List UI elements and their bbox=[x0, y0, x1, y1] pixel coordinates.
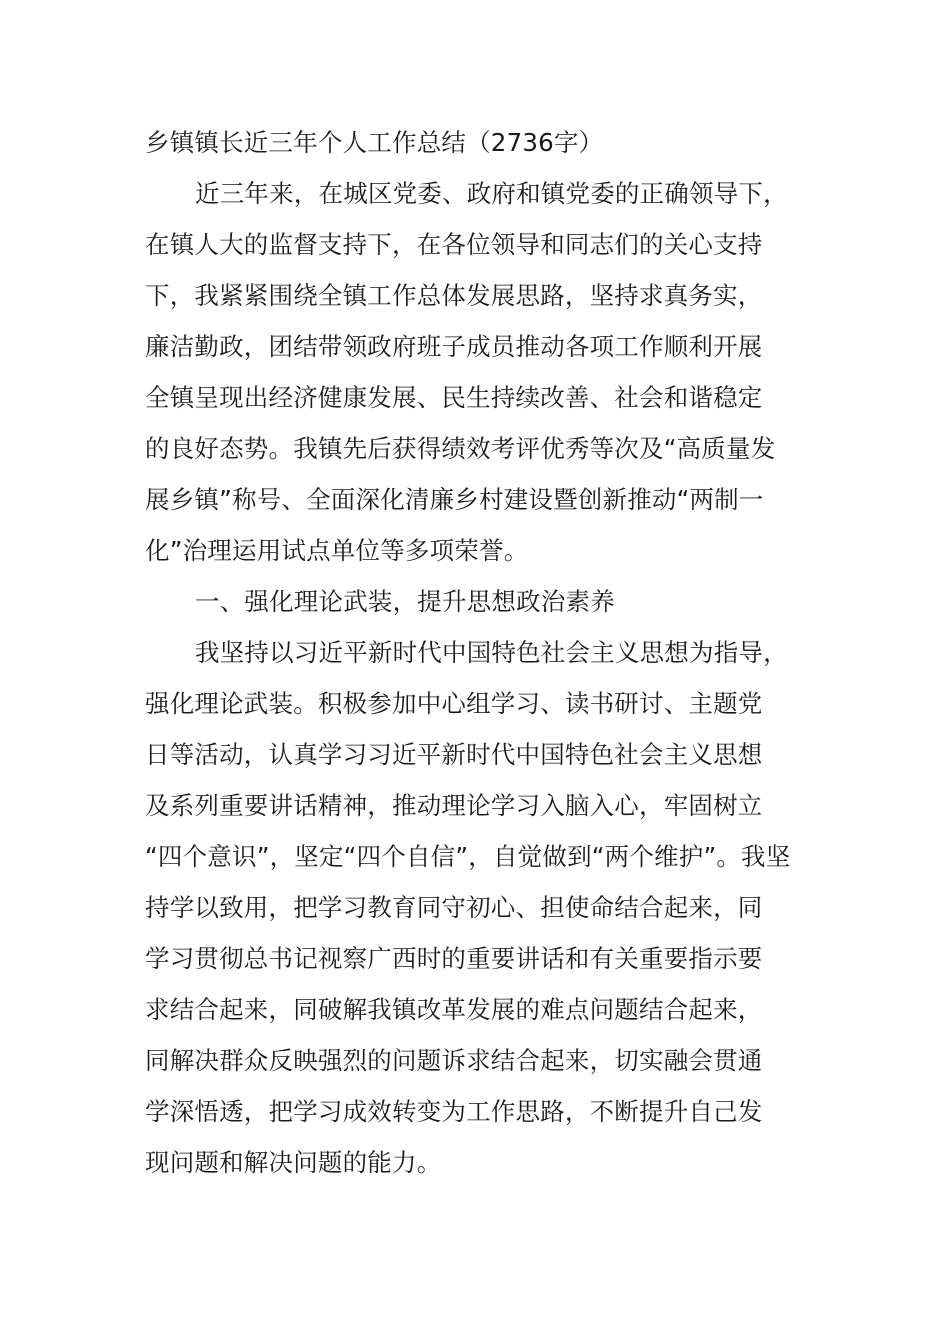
text-line: 展乡镇”称号、全面深化清廉乡村建设暨创新推动“两制一 bbox=[145, 485, 764, 514]
text-line: 强化理论武装。积极参加中心组学习、读书研讨、主题党 bbox=[145, 689, 763, 718]
text-line: 求结合起来，同破解我镇改革发展的难点问题结合起来， bbox=[145, 995, 763, 1024]
text-line: 日等活动，认真学习习近平新时代中国特色社会主义思想 bbox=[145, 740, 763, 769]
text-line: 在镇人大的监督支持下，在各位领导和同志们的关心支持 bbox=[145, 230, 763, 259]
document-title: 乡镇镇长近三年个人工作总结（2736字） bbox=[145, 128, 604, 157]
section-heading: 一、强化理论武装，提升思想政治素养 bbox=[195, 587, 615, 616]
text-line: 化”治理运用试点单位等多项荣誉。 bbox=[145, 536, 529, 565]
text-line: 我坚持以习近平新时代中国特色社会主义思想为指导， bbox=[195, 638, 788, 667]
text-line: 及系列重要讲话精神，推动理论学习入脑入心，牢固树立 bbox=[145, 791, 763, 820]
text-line: 廉洁勤政，团结带领政府班子成员推动各项工作顺利开展 bbox=[145, 332, 763, 361]
text-line: 的良好态势。我镇先后获得绩效考评优秀等次及“高质量发 bbox=[145, 434, 776, 463]
text-line: 学深悟透，把学习成效转变为工作思路，不断提升自己发 bbox=[145, 1097, 763, 1126]
text-line: 同解决群众反映强烈的问题诉求结合起来，切实融会贯通 bbox=[145, 1046, 763, 1075]
text-line: 持学以致用，把学习教育同守初心、担使命结合起来，同 bbox=[145, 893, 763, 922]
text-line: 学习贯彻总书记视察广西时的重要讲话和有关重要指示要 bbox=[145, 944, 763, 973]
text-line: 现问题和解决问题的能力。 bbox=[145, 1148, 442, 1177]
document-body bbox=[145, 117, 835, 1188]
text-line: 下，我紧紧围绕全镇工作总体发展思路，坚持求真务实， bbox=[145, 281, 763, 310]
text-line: 全镇呈现出经济健康发展、民生持续改善、社会和谐稳定 bbox=[145, 383, 763, 412]
text-line: “四个意识”，坚定“四个自信”，自觉做到“两个维护”。我坚 bbox=[145, 842, 791, 871]
text-line: 近三年来，在城区党委、政府和镇党委的正确领导下， bbox=[195, 179, 788, 208]
